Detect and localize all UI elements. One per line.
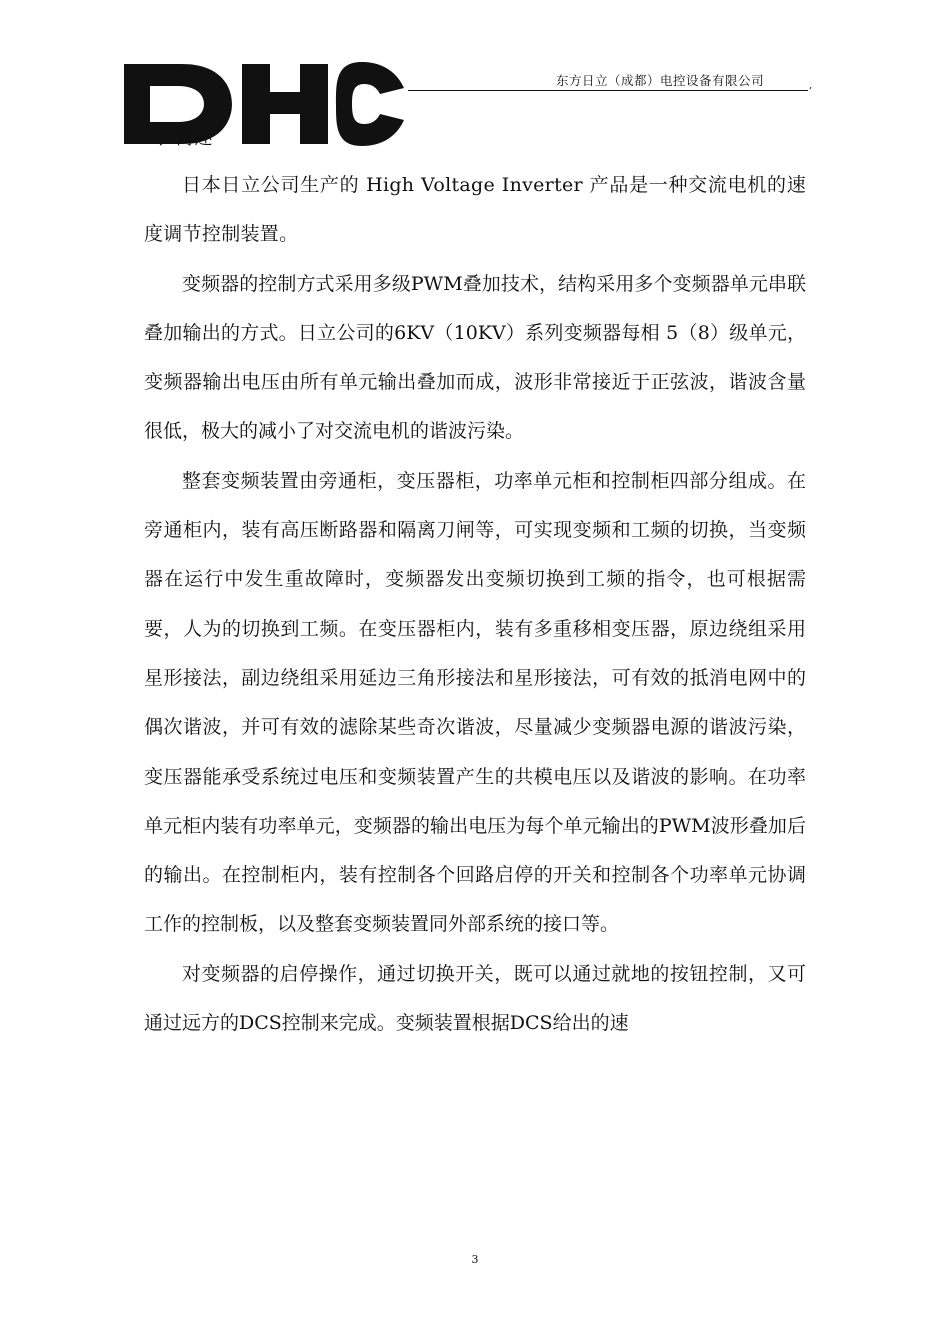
header-rule	[408, 90, 808, 91]
section-heading: 1、简述	[144, 128, 214, 149]
paragraph-3: 整套变频装置由旁通柜，变压器柜，功率单元柜和控制柜四部分组成。在旁通柜内，装有高压断路器和隔离刀闸等，可实现变频和工频的切换，当变频器在运行中发生重故障时，变频器发出变频切换到工频的指令，也可根据需要，人为的切换到工频。在变压器柜内，装有多重移相变压器，原边绕组采用星形接法，副边绕组采用延边三角形接法和星形接法，可有效的抵消电网中的偶次谐波，并可有效的滤除某些奇次谐波，尽量减少变频器电源的谐波污染，变压器能承受系统过电压和变频装置产生的共模电压以及谐波的影响。在功率单元柜内装有功率单元，变频器的输出电压为每个单元输出的PWM波形叠加后的输出。在控制柜内，装有控制各个回路启停的开关和控制各个功率单元协调工作的控制板，以及整套变频装置同外部系统的接口等。	[144, 469, 806, 936]
header-trailing-mark: ,	[809, 80, 813, 91]
paragraph-4: 对变频器的启停操作，通过切换开关，既可以通过就地的按钮控制，又可通过远方的DCS控制来完成。变频装置根据DCS给出的速	[144, 962, 806, 1035]
document-body	[144, 161, 806, 1048]
paragraph-2: 变频器的控制方式采用多级PWM叠加技术，结构采用多个变频器单元串联叠加输出的方式。日立公司的6KV（10KV）系列变频器每相 5（8）级单元，变频器输出电压由所有单元输出叠加而成，波形非常接近于正弦波，谐波含量很低，极大的减小了对交流电机的谐波污染。	[144, 272, 806, 443]
header-company-name: 东方日立（成都）电控设备有限公司	[556, 73, 765, 88]
page-number: 3	[471, 1253, 479, 1266]
paragraph-1: 日本日立公司生产的 High Voltage Inverter 产品是一种交流电机的速度调节控制装置。	[144, 174, 806, 246]
